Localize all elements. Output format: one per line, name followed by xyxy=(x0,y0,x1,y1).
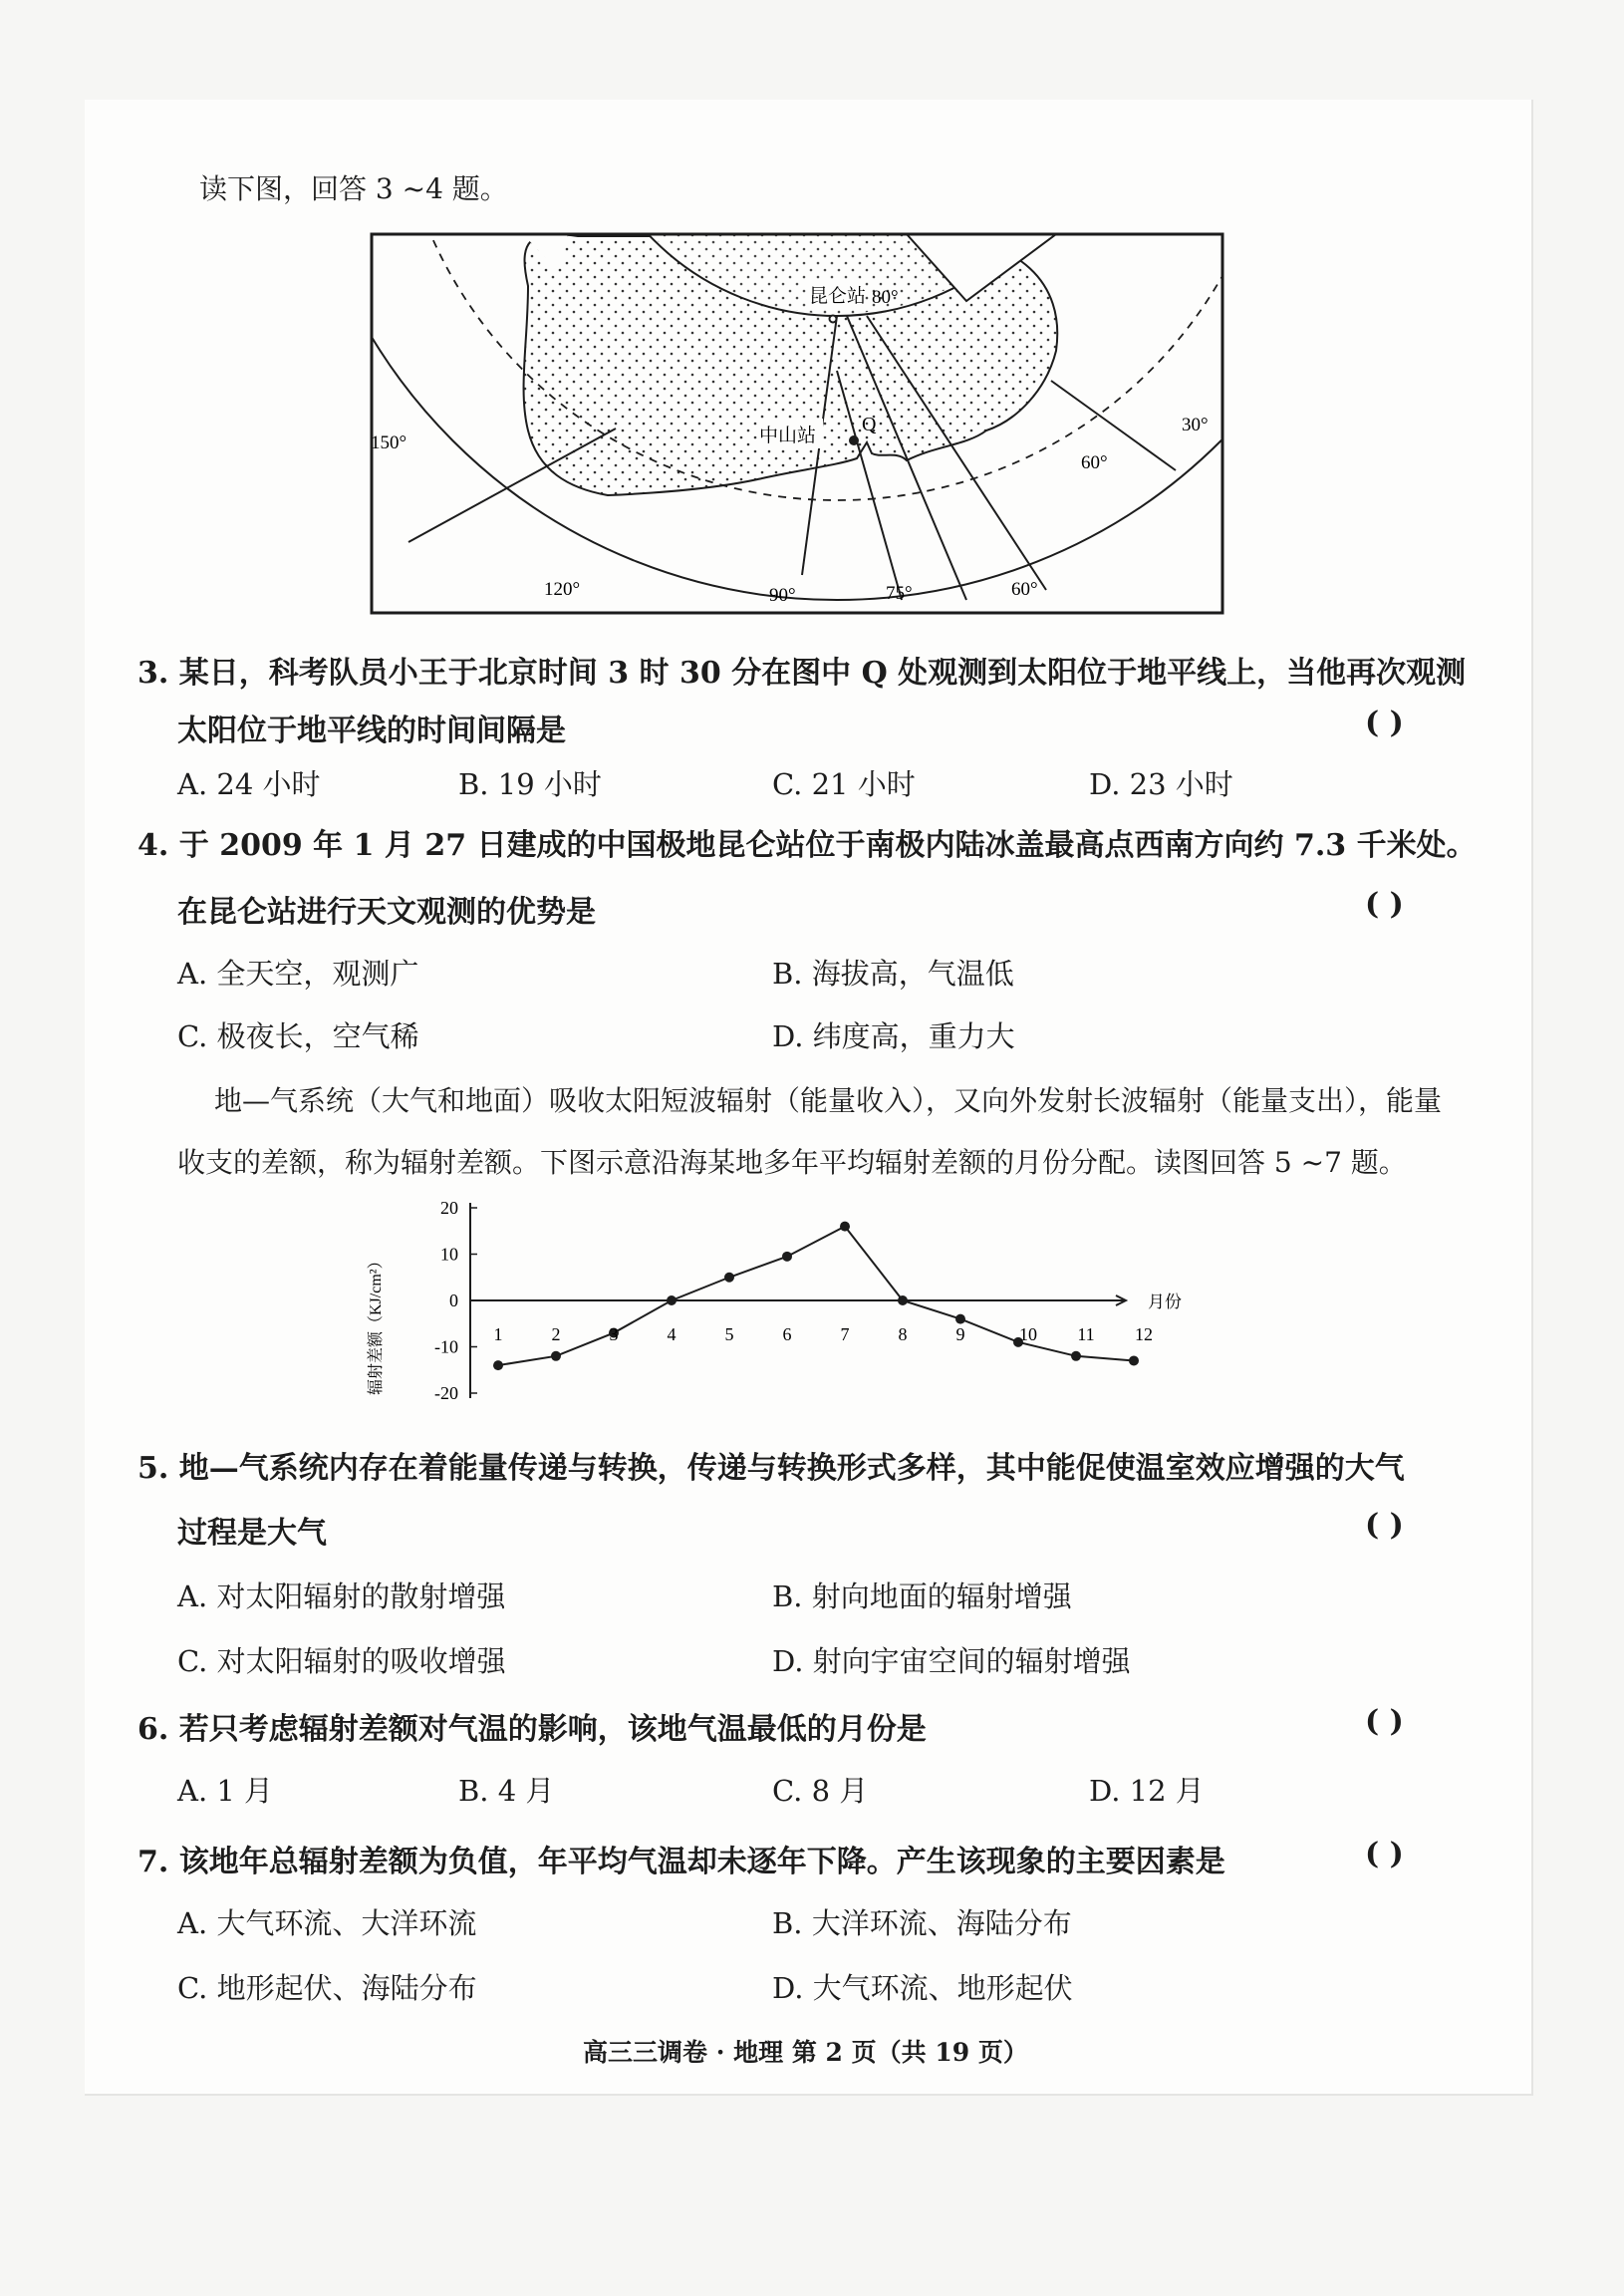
month-tick-label: 6 xyxy=(782,1324,792,1344)
q4-answer-bracket: ( ) xyxy=(1365,887,1404,922)
q5-answer-bracket: ( ) xyxy=(1365,1508,1404,1543)
data-point xyxy=(782,1252,792,1262)
q7-option-d: D. 大气环流、地形起伏 xyxy=(772,1971,1073,2005)
data-point xyxy=(840,1222,850,1232)
q5-option-a: A. 对太阳辐射的散射增强 xyxy=(177,1579,506,1613)
month-tick-label: 11 xyxy=(1077,1324,1095,1344)
y-axis-title: 辐射差额（KJ/cm²） xyxy=(368,1253,385,1395)
q5-option-d: D. 射向宇宙空间的辐射增强 xyxy=(772,1644,1131,1678)
month-tick-label: 3 xyxy=(609,1324,619,1344)
lon30-label: 30° xyxy=(1182,415,1209,435)
data-point xyxy=(551,1351,561,1361)
month-tick-label: 1 xyxy=(493,1324,503,1344)
lon75-label: 75° xyxy=(886,583,913,604)
data-point xyxy=(898,1295,908,1305)
data-point xyxy=(1071,1351,1081,1361)
zhongshan-label: 中山站 xyxy=(759,426,817,446)
q4-option-d: D. 纬度高，重力大 xyxy=(772,1019,1015,1053)
month-tick-label: 7 xyxy=(840,1324,850,1344)
q5-stem-line2: 过程是大气 xyxy=(177,1516,327,1551)
month-tick-label: 10 xyxy=(1019,1324,1037,1344)
q3-option-c: C. 21 小时 xyxy=(772,767,916,801)
month-tick-label: 2 xyxy=(551,1324,561,1344)
data-point xyxy=(724,1273,734,1283)
q4-option-c: C. 极夜长，空气稀 xyxy=(177,1019,419,1053)
q7-option-a: A. 大气环流、大洋环流 xyxy=(177,1906,477,1940)
q3-stem-line1: 3. 某日，科考队员小王于北京时间 3 时 30 分在图中 Q 处观测到太阳位于地平线上，当他再次观测 xyxy=(137,656,1467,691)
intro-3-4: 读下图，回答 3 ~4 题。 xyxy=(199,172,508,205)
month-tick-label: 5 xyxy=(724,1324,734,1344)
q4-stem-line2: 在昆仑站进行天文观测的优势是 xyxy=(177,895,596,930)
data-point xyxy=(955,1314,965,1324)
y-tick-label: -20 xyxy=(434,1383,458,1403)
y-tick-label: 20 xyxy=(440,1198,458,1218)
q6-option-b: B. 4 月 xyxy=(458,1774,555,1808)
q6-option-c: C. 8 月 xyxy=(772,1774,869,1808)
intro-5-7-line2: 收支的差额，称为辐射差额。下图示意沿海某地多年平均辐射差额的月份分配。读图回答 5 ~7 题。 xyxy=(177,1146,1407,1179)
data-point xyxy=(1129,1355,1139,1365)
q6-option-d: D. 12 月 xyxy=(1089,1774,1205,1808)
q3-option-d: D. 23 小时 xyxy=(1089,767,1233,801)
data-point xyxy=(667,1295,677,1305)
month-tick-label: 8 xyxy=(898,1324,908,1344)
intro-5-7-line1: 地—气系统（大气和地面）吸收太阳短波辐射（能量收入），又向外发射长波辐射（能量支出），能量 xyxy=(214,1084,1443,1117)
kunlun-label: 昆仑站 xyxy=(809,286,867,307)
lon60-label: 60° xyxy=(1011,579,1038,600)
q7-option-c: C. 地形起伏、海陆分布 xyxy=(177,1971,477,2005)
q3-answer-bracket: ( ) xyxy=(1365,706,1404,740)
q5-option-b: B. 射向地面的辐射增强 xyxy=(772,1579,1072,1613)
q3-option-b: B. 19 小时 xyxy=(458,767,602,801)
month-tick-label: 9 xyxy=(955,1324,965,1344)
y-tick-label: -10 xyxy=(434,1336,458,1357)
q4-stem-line1: 4. 于 2009 年 1 月 27 日建成的中国极地昆仑站位于南极内陆冰盖最高点西南方向约 7.3 千米处。 xyxy=(137,828,1477,863)
q4-option-b: B. 海拔高，气温低 xyxy=(772,957,1014,991)
q6-option-a: A. 1 月 xyxy=(177,1774,274,1808)
q7-option-b: B. 大洋环流、海陆分布 xyxy=(772,1906,1072,1940)
lon90-label: 90° xyxy=(769,585,796,606)
q3-stem-line2: 太阳位于地平线的时间间隔是 xyxy=(177,714,566,748)
lon120-label: 120° xyxy=(544,579,581,600)
lat60-label: 60° xyxy=(1081,452,1108,473)
q5-option-c: C. 对太阳辐射的吸收增强 xyxy=(177,1644,506,1678)
zhongshan-station-marker xyxy=(849,435,859,445)
radiation-balance-line xyxy=(498,1227,1134,1366)
q6-stem: 6. 若只考虑辐射差额对气温的影响，该地气温最低的月份是 xyxy=(137,1712,927,1747)
point-q-label: Q xyxy=(862,414,877,435)
q6-answer-bracket: ( ) xyxy=(1365,1704,1404,1739)
y-tick-label: 0 xyxy=(449,1291,458,1310)
data-point xyxy=(493,1360,503,1370)
radiation-balance-chart xyxy=(359,1191,1235,1420)
month-tick-label: 12 xyxy=(1135,1324,1153,1344)
q7-answer-bracket: ( ) xyxy=(1365,1837,1404,1871)
month-tick-label: 4 xyxy=(667,1324,677,1344)
lon150-label: 150° xyxy=(371,432,407,453)
page-footer: 高三三调卷 · 地理 第 2 页（共 19 页） xyxy=(583,2038,1028,2067)
q4-option-a: A. 全天空，观测广 xyxy=(177,957,419,991)
q3-option-a: A. 24 小时 xyxy=(177,767,321,801)
lat80-label: 80° xyxy=(872,287,899,308)
y-tick-label: 10 xyxy=(440,1244,458,1265)
x-axis-title: 月份 xyxy=(1148,1292,1182,1312)
antarctica-map xyxy=(369,231,1225,616)
q7-stem: 7. 该地年总辐射差额为负值，年平均气温却未逐年下降。产生该现象的主要因素是 xyxy=(137,1845,1225,1879)
kunlun-station-marker xyxy=(830,316,837,323)
q5-stem-line1: 5. 地—气系统内存在着能量传递与转换，传递与转换形式多样，其中能促使温室效应增强的大气 xyxy=(137,1451,1405,1486)
